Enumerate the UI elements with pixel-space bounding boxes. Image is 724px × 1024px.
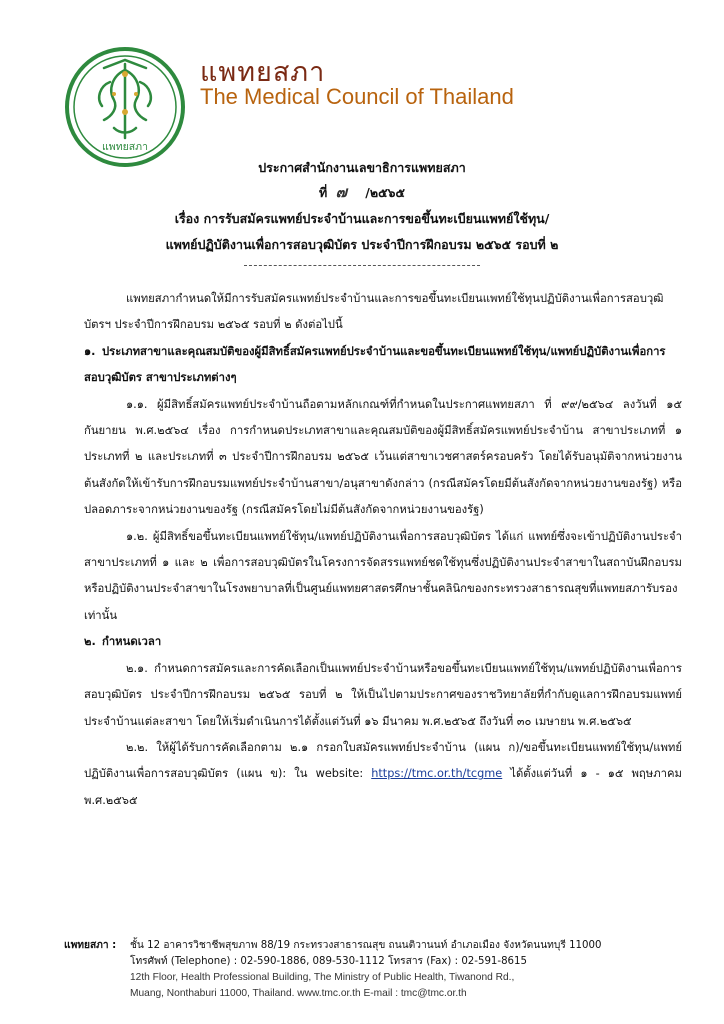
subject-line-1: เรื่อง การรับสมัครแพทย์ประจำบ้านและการขอขึ้นทะเบียนแพทย์ใช้ทุน/ xyxy=(174,211,550,226)
clause-2-2 xyxy=(84,735,682,814)
separator-line xyxy=(244,265,480,266)
medical-council-logo xyxy=(64,46,186,168)
logo-text: แพทยสภา xyxy=(102,141,148,153)
org-name-thai: แพทยสภา xyxy=(200,57,326,88)
footer-label: แพทยสภา : xyxy=(64,940,117,951)
clause-2-2-dates: ได้ตั้งแต่วันที่ ๑ - ๑๕ พฤษภาคม พ.ศ.๒๕๖๕ xyxy=(84,767,682,807)
section-2-number: ๒. xyxy=(84,635,96,649)
footer-address-english-1: 12th Floor, Health Professional Building, The Ministry of Public Health, Tiwanond Rd., xyxy=(130,972,515,983)
footer-address-thai: ชั้น 12 อาคารวิชาชีพสุขภาพ 88/19 กระทรวงสาธารณสุข ถนนติวานนท์ อำเภอเมือง จังหวัดนนทบุรี 11000 xyxy=(130,940,602,951)
announcement-title: ประกาศสำนักงานเลขาธิการแพทยสภา xyxy=(258,160,466,175)
section-2-heading xyxy=(84,629,682,655)
clause-2-2-text: ๒.๒. ให้ผู้ได้รับการคัดเลือกตาม ๒.๑ กรอกใบสมัครแพทย์ประจำบ้าน (แผน ก)/ขอขึ้นทะเบียนแพทย์ใช้ทุน/แพทย์ปฏิบัติงานเพื่อการสอบวุฒิบัตร (แผน ข): ใน website: xyxy=(84,740,682,781)
number-prefix: ที่ xyxy=(319,185,328,200)
clause-1-1: ๑.๑. ผู้มีสิทธิ์สมัครแพทย์ประจำบ้านถือตามหลักเกณฑ์ที่กำหนดในประกาศแพทยสภา ที่ ๙๙/๒๕๖๔ ลงวันที่ ๑๕ กันยายน พ.ศ.๒๕๖๔ เรื่อง การกำหนดประเภทสาขาและคุณสมบัติของผู้มีสิทธิ์สมัครแพทย์ประจำบ้าน สาขาประเภทที่ ๑ ประเภทที่ ๒ และประเภทที่ ๓ ประจำปีการฝึกอบรม ๒๕๖๕ เว้นแต่สาขาเวชศาสตร์ครอบครัว โดยได้รับอนุมัติจากหน่วยงานต้นสังกัดให้เข้ารับการฝึกอบรมแพทย์ประจำบ้านสาขา/อนุสาขาดังกล่าว (กรณีสมัครโดยมีต้นสังกัดจากหน่วยงานของรัฐ) หรือปลอดภาระจากหน่วยงานของรัฐ (กรณีสมัครโดยไม่มีต้นสังกัดจากหน่วยงานของรัฐ) xyxy=(84,397,682,517)
section-1-heading xyxy=(84,339,682,392)
footer-phone-fax: โทรศัพท์ (Telephone) : 02-590-1886, 089-530-1112 โทรสาร (Fax) : 02-591-8615 xyxy=(130,956,528,967)
number-suffix: /๒๕๖๕ xyxy=(365,185,405,200)
intro-paragraph: แพทยสภากำหนดให้มีการรับสมัครแพทย์ประจำบ้านและการขอขึ้นทะเบียนแพทย์ใช้ทุนปฏิบัติงานเพื่อการสอบวุฒิบัตรฯ ประจำปีการฝึกอบรม ๒๕๖๕ รอบที่ ๒ ดังต่อไปนี้ xyxy=(84,292,664,332)
announcement-body xyxy=(84,286,682,814)
section-1-number: ๑. xyxy=(84,344,96,358)
handwritten-number: ๗ xyxy=(335,183,347,201)
footer-address-english-2: Muang, Nonthaburi 11000, Thailand. www.tmc.or.th E-mail : tmc@tmc.or.th xyxy=(130,988,467,999)
section-1-heading-text: ประเภทสาขาและคุณสมบัติของผู้มีสิทธิ์สมัครแพทย์ประจำบ้านและขอขึ้นทะเบียนแพทย์ใช้ทุน/แพทย์ปฏิบัติงานเพื่อการสอบวุฒิบัตร สาขาประเภทต่างๆ xyxy=(84,344,666,385)
org-name-english: The Medical Council of Thailand xyxy=(200,84,514,109)
subject xyxy=(40,206,684,258)
tcgme-website-link[interactable]: https://tmc.or.th/tcgme xyxy=(371,767,503,781)
clause-2-1: ๒.๑. กำหนดการสมัครและการคัดเลือกเป็นแพทย์ประจำบ้านหรือขอขึ้นทะเบียนแพทย์ใช้ทุน/แพทย์ปฏิบัติงานเพื่อการสอบวุฒิบัตร ประจำปีการฝึกอบรม ๒๕๖๕ รอบที่ ๒ ให้เป็นไปตามประกาศของราชวิทยาลัยที่กำกับดูแลการฝึกอบรมแพทย์ประจำบ้านแต่ละสาขา โดยให้เริ่มดำเนินการได้ตั้งแต่วันที่ ๑๖ มีนาคม พ.ศ.๒๕๖๕ ถึงวันที่ ๓๐ เมษายน พ.ศ.๒๕๖๕ xyxy=(84,661,682,728)
section-2-heading-text: กำหนดเวลา xyxy=(102,635,162,649)
subject-line-2: แพทย์ปฏิบัติงานเพื่อการสอบวุฒิบัตร ประจำปีการฝึกอบรม ๒๕๖๕ รอบที่ ๒ xyxy=(165,237,559,252)
clause-1-2: ๑.๒. ผู้มีสิทธิ์ขอขึ้นทะเบียนแพทย์ใช้ทุน/แพทย์ปฏิบัติงานเพื่อการสอบวุฒิบัตร ได้แก่ แพทย์ซึ่งจะเข้าปฏิบัติงานประจำสาขาประเภทที่ ๑ และ ๒ เพื่อการสอบวุฒิบัตรในโครงการจัดสรรแพทย์ชดใช้ทุนซึ่งปฏิบัติงานประจำสาขาในสถาบันฝึกอบรม หรือปฏิบัติงานประจำสาขาในโรงพยาบาลที่เป็นศูนย์แพทยศาสตรศึกษาชั้นคลินิกของกระทรวงสาธารณสุขที่แพทยสภารับรอง เท่านั้น xyxy=(84,529,682,622)
announcement-number xyxy=(40,180,684,204)
